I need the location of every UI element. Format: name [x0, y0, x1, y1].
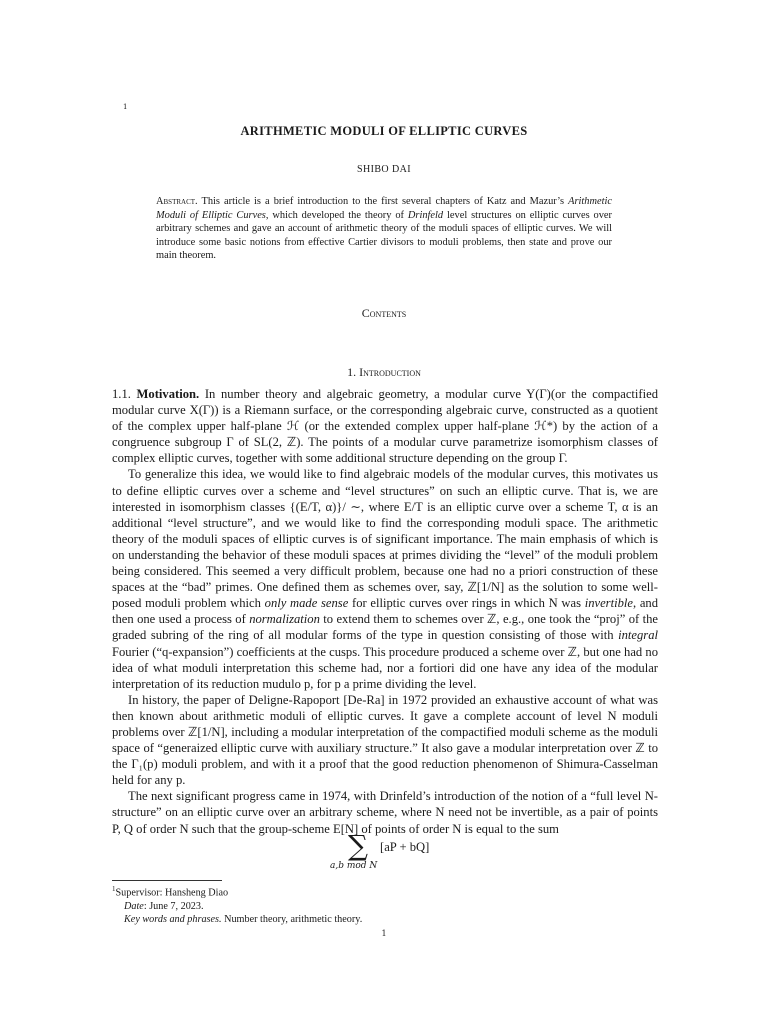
paragraph-2-text-b: for elliptic curves over rings in which N was	[348, 596, 585, 611]
emph-integral: integral	[618, 628, 658, 643]
abstract-text-3: level structures on elliptic curves over arbitrary schemes and gave an account of arithmetic theory of the moduli spaces of elliptic curves. We will introduce some basic notions from effective Cartier divisors to moduli problems, then state and prove our main theorem.	[156, 209, 612, 262]
title-footnote-mark: 1	[123, 103, 128, 111]
section-heading	[0, 365, 768, 380]
paragraph-motivation	[112, 386, 658, 466]
page-number: 1	[381, 929, 387, 938]
paper-title: ARITHMETIC MODULI OF ELLIPTIC CURVES	[240, 124, 528, 138]
footnote-supervisor	[112, 883, 362, 900]
paragraph-2-text-a: To generalize this idea, we would like to find algebraic models of the modular curves, this motivates us to define elliptic curves over a scheme and “level structures” on such an elliptic curve. That is, we are interested in isomorphism classes {(E/T, α)}/ ∼, where E/T is an elliptic curve over a scheme T, α is an additional “level structure”, and we would like to find the corresponding moduli space. The arithmetic theory of the moduli spaces of elliptic curves is of significant importance. The main emphasis of which is on understanding the behavior of these moduli spaces at primes dividing the “level” of the moduli problem being considered. This seemed a very difficult problem, because one had no a priori construction of these spaces at the “bad” primes. One defined them as schemes over, say, ℤ[1/N] as the solution to some well-posed moduli problem which	[112, 467, 658, 611]
emph-normalization: normalization	[249, 612, 320, 627]
author-name: SHIBO DAI	[357, 164, 411, 175]
paragraph-2-text-d: to extend them to schemes over ℤ, e.g., one took the “proj” of the graded subring of the ring of all modular forms of the type in question consisting of those with	[112, 612, 658, 643]
paragraph-3: In history, the paper of Deligne-Rapoport [De-Ra] in 1972 provided an exhaustive account of what was then known about arithmetic moduli of elliptic curves. It gave a complete account of level N moduli problems over ℤ[1/N], including a modular interpretation of the compactified moduli scheme as the moduli space of “generaized elliptic curve with auxiliary structure.” It also gave a modular interpretation over ℤ to the Γ₁(p) moduli problem, and with it a proof that the good reduction phenomenon of Shimura-Casselman held for any p.	[112, 692, 658, 788]
emph-only-made-sense: only made sense	[264, 596, 349, 611]
subsection-number: 1.1.	[112, 387, 131, 401]
summation-symbol: ∑	[348, 829, 368, 862]
keywords-label: Key words and phrases.	[124, 913, 222, 925]
abstract-label: Abstract.	[156, 196, 198, 207]
abstract-text-2: , which developed the theory of	[265, 209, 408, 221]
date-value: : June 7, 2023.	[143, 900, 204, 912]
paragraph-2-text-c: , and then one used a process of	[112, 596, 659, 627]
body-text	[112, 386, 658, 837]
paragraph-1-text: In number theory and algebraic geometry, a modular curve Y(Γ)(or the compactified modular curve X(Γ)) is a Riemann surface, or the corresponding algebraic curve, constructed as a quotient of the complex upper half-plane ℋ (or the extended complex upper half-plane ℋ*) by the action of a congruence subgroup Γ of SL(2, ℤ). The points of a modular curve parametrize isomorphism classes of complex elliptic curves, together with some additional structure depending on the group Γ.	[112, 387, 658, 466]
emph-invertible: invertible	[584, 596, 633, 611]
summation-subscript: a,b mod N	[330, 861, 378, 871]
paragraph-2-text-e: Fourier (“q-expansion”) coefficients at the cusps. This procedure produced a scheme over ℤ, but one had no idea of what moduli interpretation this scheme had, nor a fortiori did one have any idea of the modular interpretation of its reduction mudulo p, for p a prime dividing the level.	[112, 644, 658, 691]
footnotes	[112, 883, 362, 926]
footnote-rule	[112, 880, 222, 881]
keywords-value: Number theory, arithmetic theory.	[221, 913, 363, 925]
paragraph-4: The next significant progress came in 1974, with Drinfeld’s introduction of the notion of a “full level N-structure” on an elliptic curve over an arbitrary scheme, where N need not be invertible, as a pair of points P, Q of order N such that the group-scheme E[N] of points of order N is equal to the sum	[112, 789, 658, 836]
section-title: Introduction	[359, 365, 421, 379]
abstract-drinfeld: Drinfeld	[407, 209, 444, 221]
subsection-title: Motivation.	[136, 387, 200, 401]
abstract-book-title: Arithmetic Moduli of Elliptic Curves	[156, 196, 612, 221]
section-number: 1.	[347, 365, 357, 379]
abstract-text-1: This article is a brief introduction to the first several chapters of Katz and Mazur’s	[197, 196, 569, 207]
footnote-keywords	[112, 913, 362, 926]
contents-heading: Contents	[361, 306, 407, 320]
date-label: Date	[124, 900, 144, 912]
summation-term: [aP + bQ]	[380, 840, 430, 854]
display-equation	[0, 829, 768, 872]
paragraph-2	[112, 466, 658, 691]
footnote-supervisor-text: Supervisor: Hansheng Diao	[115, 887, 229, 899]
abstract	[156, 195, 612, 263]
footnote-date	[112, 900, 362, 913]
footnote-mark: 1	[112, 885, 116, 893]
